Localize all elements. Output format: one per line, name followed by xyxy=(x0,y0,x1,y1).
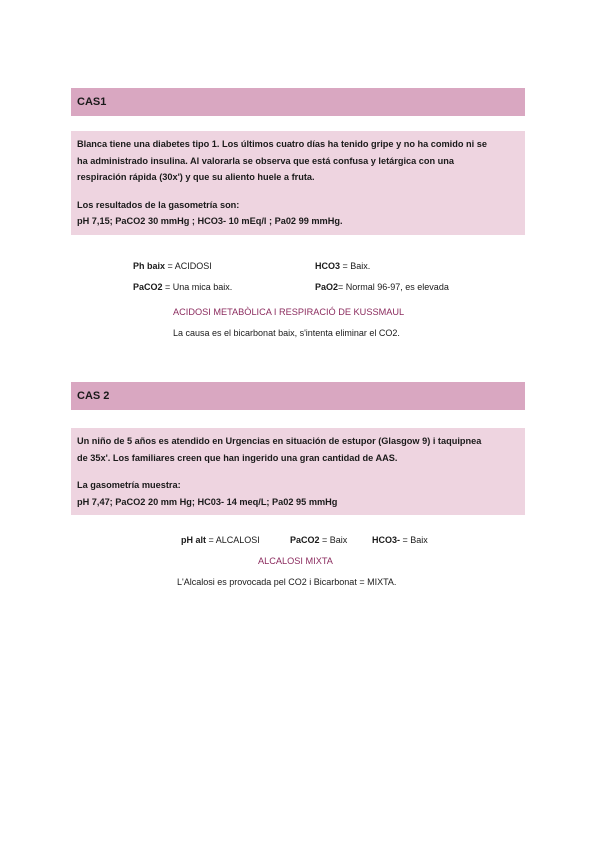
case1-ph-value: = ACIDOSI xyxy=(165,261,212,271)
case1-explanation: La causa es el bicarbonat baix, s'intenta eliminar el CO2. xyxy=(173,328,400,338)
case1-pao2-value: = Normal 96-97, es elevada xyxy=(338,282,449,292)
case1-pao2-label: PaO2 xyxy=(315,282,339,292)
case2-title: CAS 2 xyxy=(77,390,110,402)
case2-explanation: L'Alcalosi es provocada pel CO2 i Bicarbonat = MIXTA. xyxy=(177,577,397,587)
case2-ph-finding xyxy=(181,535,260,545)
case2-diagnosis: ALCALOSI MIXTA xyxy=(258,556,333,566)
case2-hco3-label: HCO3- xyxy=(372,535,401,545)
case1-description-line: respiración rápida (30x') y que su aliento huele a fruta. xyxy=(77,172,315,182)
case1-paco2-value: = Una mica baix. xyxy=(162,282,233,292)
case1-description-line: Blanca tiene una diabetes tipo 1. Los últimos cuatro días ha tenido gripe y no ha comido ni se xyxy=(77,139,487,149)
case1-pao2-finding xyxy=(315,282,449,292)
case1-description-box xyxy=(71,131,525,235)
case2-hco3-value: = Baix xyxy=(400,535,428,545)
case1-results-label: Los resultados de la gasometría son: xyxy=(77,199,240,210)
case1-paco2-label: PaCO2 xyxy=(133,282,163,292)
case2-paco2-label: PaCO2 xyxy=(290,535,320,545)
case1-paco2-finding xyxy=(133,282,232,292)
case1-ph-label: Ph baix xyxy=(133,261,166,271)
case2-header xyxy=(71,382,525,410)
case2-paco2-finding xyxy=(290,535,347,545)
case1-ph-finding xyxy=(133,261,212,271)
case2-description-line: Un niño de 5 años es atendido en Urgencias en situación de estupor (Glasgow 9) i taquipnea xyxy=(77,436,482,446)
case2-ph-value: = ALCALOSI xyxy=(206,535,260,545)
case2-ph-label: pH alt xyxy=(181,535,207,545)
case2-results-values: pH 7,47; PaCO2 20 mm Hg; HC03- 14 meq/L; Pa02 95 mmHg xyxy=(77,496,338,507)
case2-hco3-finding xyxy=(372,535,428,545)
case2-results-label: La gasometría muestra: xyxy=(77,480,181,490)
case1-hco3-label: HCO3 xyxy=(315,261,341,271)
case1-description-line: ha administrado insulina. Al valorarla se observa que está confusa y letárgica con una xyxy=(77,155,454,166)
case1-title: CAS1 xyxy=(77,96,107,108)
case1-hco3-finding xyxy=(315,261,370,271)
case2-description-line: de 35x'. Los familiares creen que han ingerido una gran cantidad de AAS. xyxy=(77,452,398,463)
case2-paco2-value: = Baix xyxy=(319,535,348,545)
case1-diagnosis: ACIDOSI METABÒLICA I RESPIRACIÓ DE KUSSMAUL xyxy=(173,307,405,317)
case2-description-box xyxy=(71,428,525,515)
case1-header xyxy=(71,88,525,116)
case1-hco3-value: = Baix. xyxy=(340,261,371,271)
case1-results-values: pH 7,15; PaCO2 30 mmHg ; HCO3- 10 mEq/l ; Pa02 99 mmHg. xyxy=(77,216,343,226)
